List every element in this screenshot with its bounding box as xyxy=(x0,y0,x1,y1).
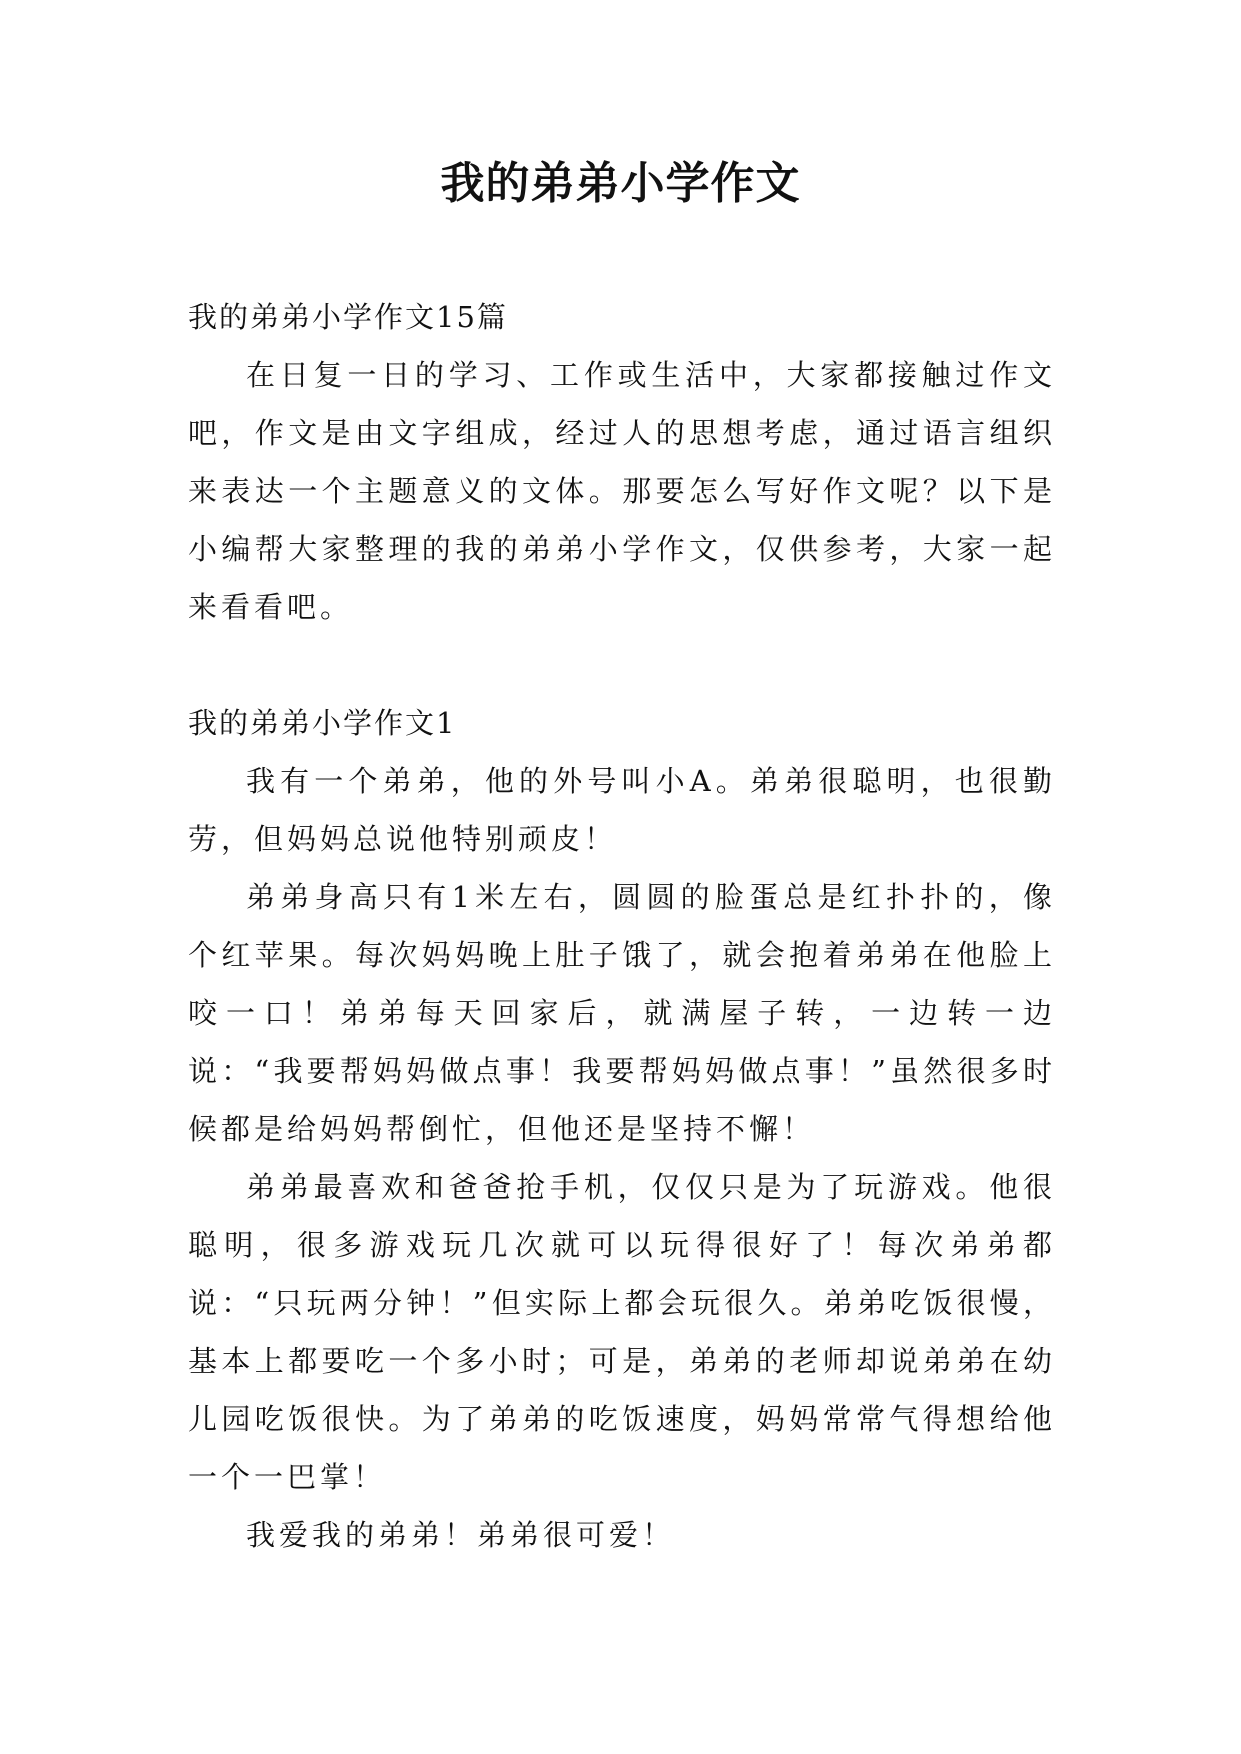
essay-paragraph: 弟弟最喜欢和爸爸抢手机，仅仅只是为了玩游戏。他很聪明，很多游戏玩几次就可以玩得很好了！每次弟弟都说：“只玩两分钟！”但实际上都会玩很久。弟弟吃饭很慢，基本上都要吃一个多小时；可是，弟弟的老师却说弟弟在幼儿园吃饭很快。为了弟弟的吃饭速度，妈妈常常气得想给他一个一巴掌！ xyxy=(188,1170,1056,1494)
document-body xyxy=(188,288,1056,1564)
essay-paragraph: 弟弟身高只有1米左右，圆圆的脸蛋总是红扑扑的，像个红苹果。每次妈妈晚上肚子饿了，就会抱着弟弟在他脸上咬一口！弟弟每天回家后，就满屋子转，一边转一边说：“我要帮妈妈做点事！我要帮妈妈做点事！”虽然很多时候都是给妈妈帮倒忙，但他还是坚持不懈！ xyxy=(188,880,1056,1146)
document-title: 我的弟弟小学作文 xyxy=(440,158,801,209)
collection-heading: 我的弟弟小学作文15篇 xyxy=(188,300,508,334)
essay-paragraph: 我爱我的弟弟！弟弟很可爱！ xyxy=(246,1518,676,1552)
section-spacer xyxy=(188,636,1056,694)
intro-paragraph: 在日复一日的学习、工作或生活中，大家都接触过作文吧，作文是由文字组成，经过人的思想考虑，通过语言组织来表达一个主题意义的文体。那要怎么写好作文呢？以下是小编帮大家整理的我的弟弟小学作文，仅供参考，大家一起来看看吧。 xyxy=(188,358,1056,624)
essay-paragraph: 我有一个弟弟，他的外号叫小A。弟弟很聪明，也很勤劳，但妈妈总说他特别顽皮！ xyxy=(188,764,1056,856)
essay-heading: 我的弟弟小学作文1 xyxy=(188,706,457,740)
